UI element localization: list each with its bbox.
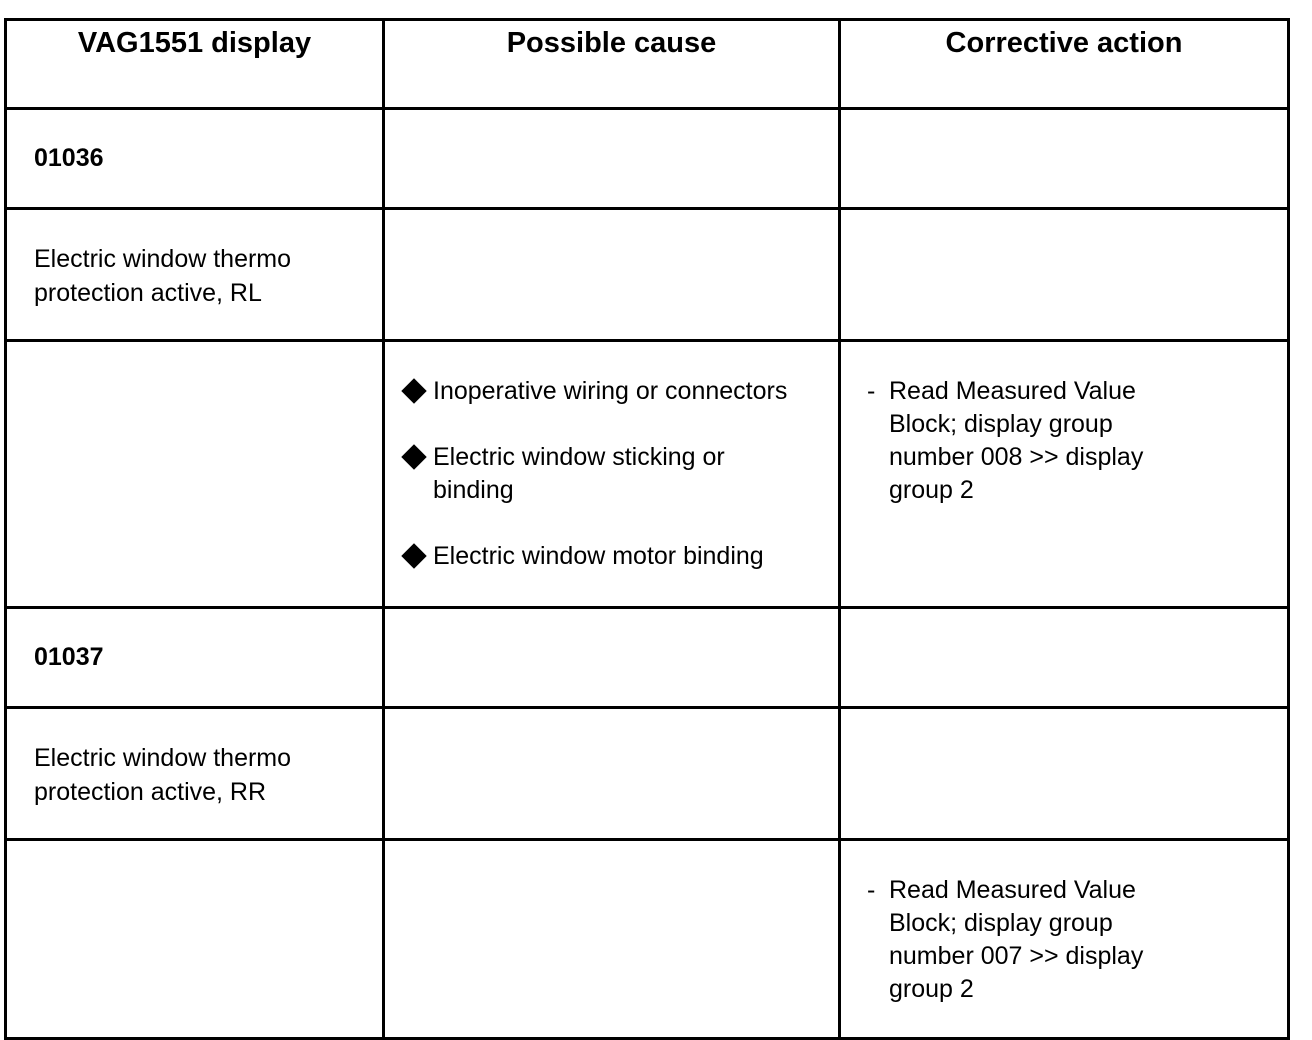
fault-description: Electric window thermo protection active, RL	[34, 245, 292, 307]
corrective-action-cell	[840, 840, 1289, 1039]
possible-cause-cell	[384, 840, 840, 1039]
empty-cell	[384, 708, 840, 840]
header-vag1551-display: VAG1551 display	[6, 20, 384, 109]
corrective-action-text: Read Measured Value Block; display group number 007 >> display group 2	[889, 876, 1144, 1003]
dash-bullet: -	[867, 876, 876, 904]
table-row	[6, 608, 1289, 708]
fault-description: Electric window thermo protection active, RR	[34, 744, 292, 806]
fault-code-table	[4, 18, 1290, 1040]
list-item	[403, 375, 838, 408]
cause-list	[385, 342, 838, 573]
fault-code: 01037	[34, 643, 104, 671]
cause-text: Electric window sticking or binding	[433, 443, 725, 504]
empty-cell	[384, 209, 840, 341]
empty-cell	[840, 109, 1289, 209]
header-corrective-action: Corrective action	[840, 20, 1289, 109]
fault-code-cell	[6, 109, 384, 209]
table-row	[6, 209, 1289, 341]
empty-cell	[840, 608, 1289, 708]
fault-code-cell	[6, 608, 384, 708]
empty-cell	[6, 840, 384, 1039]
fault-description-cell	[6, 708, 384, 840]
table-row	[6, 840, 1289, 1039]
cause-text: Inoperative wiring or connectors	[433, 377, 788, 405]
table-row	[6, 341, 1289, 608]
corrective-action	[841, 841, 1287, 1006]
header-possible-cause: Possible cause	[384, 20, 840, 109]
dash-bullet: -	[867, 377, 876, 405]
corrective-action-cell	[840, 341, 1289, 608]
header-row	[6, 20, 1289, 109]
fault-code: 01036	[34, 144, 104, 172]
empty-cell	[840, 708, 1289, 840]
fault-description-cell	[6, 209, 384, 341]
empty-cell	[6, 341, 384, 608]
table-row	[6, 708, 1289, 840]
diamond-bullet-icon	[401, 378, 426, 403]
empty-cell	[384, 608, 840, 708]
diamond-bullet-icon	[401, 543, 426, 568]
table-row	[6, 109, 1289, 209]
empty-cell	[840, 209, 1289, 341]
diamond-bullet-icon	[401, 444, 426, 469]
list-item	[403, 441, 763, 507]
list-item	[403, 540, 838, 573]
corrective-action	[841, 342, 1287, 507]
possible-cause-cell	[384, 341, 840, 608]
empty-cell	[384, 109, 840, 209]
cause-text: Electric window motor binding	[433, 542, 764, 570]
corrective-action-text: Read Measured Value Block; display group number 008 >> display group 2	[889, 377, 1144, 504]
